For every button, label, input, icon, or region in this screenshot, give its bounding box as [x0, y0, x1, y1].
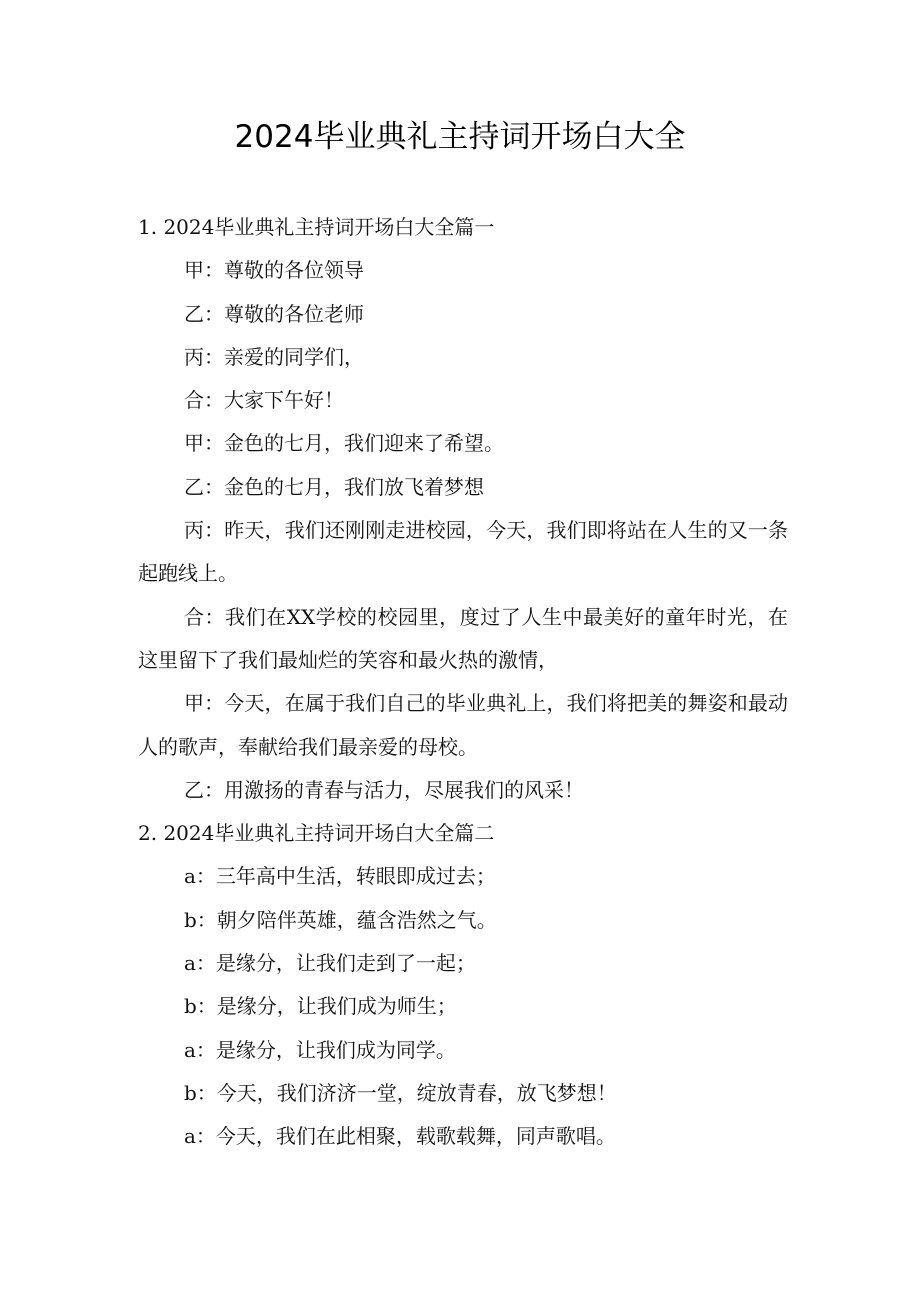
dialogue-line: 甲：今天，在属于我们自己的毕业典礼上，我们将把美的舞姿和最动人的歌声，奉献给我们最亲爱的母校。 — [138, 691, 788, 759]
dialogue-line: 合：我们在XX学校的校园里，度过了人生中最美好的童年时光，在这里留下了我们最灿烂的笑容和最火热的激情， — [138, 604, 788, 672]
dialogue-line: 甲：尊敬的各位领导 — [184, 258, 364, 283]
section-heading: 2. 2024毕业典礼主持词开场白大全篇二 — [138, 821, 495, 846]
dialogue-line: 丙：亲爱的同学们， — [184, 344, 364, 369]
section-heading: 1. 2024毕业典礼主持词开场白大全篇一 — [138, 215, 495, 239]
dialogue-line: b：今天，我们济济一堂，绽放青春，放飞梦想！ — [184, 1080, 617, 1105]
dialogue-line: a：是缘分，让我们走到了一起； — [184, 951, 476, 976]
dialogue-line: 乙：用激扬的青春与活力，尽展我们的风采！ — [184, 777, 584, 802]
document-title: 2024毕业典礼主持词开场白大全 — [234, 119, 686, 155]
dialogue-line: b：朝夕陪伴英雄，蕴含浩然之气。 — [184, 907, 497, 932]
dialogue-line: 乙：金色的七月，我们放飞着梦想 — [184, 474, 484, 499]
dialogue-line: a：三年高中生活，转眼即成过去； — [184, 864, 496, 889]
dialogue-line: a：今天，我们在此相聚，载歌载舞，同声歌唱。 — [184, 1124, 616, 1149]
dialogue-line: b：是缘分，让我们成为师生； — [184, 994, 457, 1019]
dialogue-line: 甲：金色的七月，我们迎来了希望。 — [184, 431, 504, 456]
dialogue-line: 丙：昨天，我们还刚刚走进校园，今天，我们即将站在人生的又一条起跑线上。 — [138, 518, 788, 586]
dialogue-line: 乙：尊敬的各位老师 — [184, 301, 364, 326]
dialogue-line: 合：大家下午好！ — [184, 388, 344, 413]
document-body — [138, 206, 788, 1159]
dialogue-line: a：是缘分，让我们成为同学。 — [184, 1037, 456, 1062]
